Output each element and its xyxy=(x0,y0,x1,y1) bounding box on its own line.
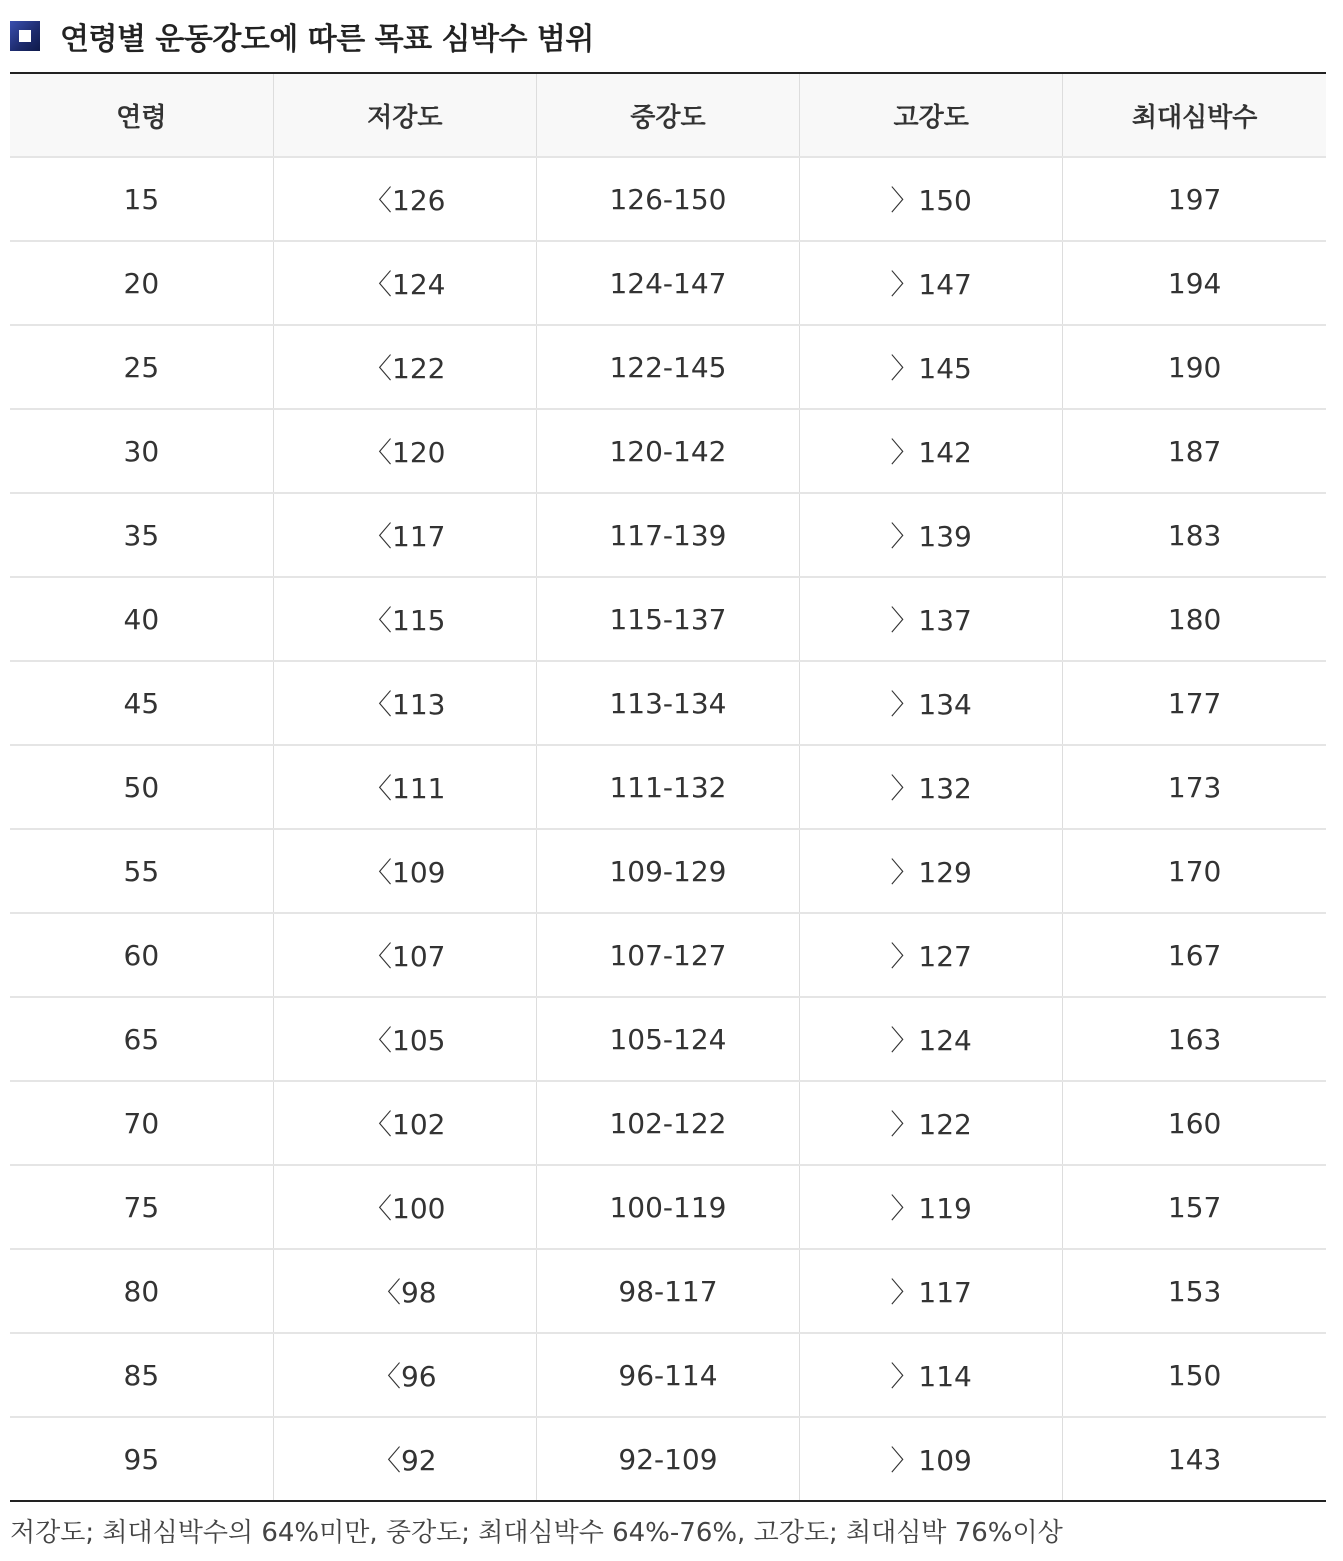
cell-max-heart-rate: 160 xyxy=(1063,1081,1326,1165)
cell-moderate-intensity: 96-114 xyxy=(536,1333,799,1417)
cell-high-intensity: 〉142 xyxy=(800,409,1063,493)
table-row xyxy=(10,1165,1326,1249)
cell-age: 30 xyxy=(10,409,273,493)
cell-high-intensity: 〉119 xyxy=(800,1165,1063,1249)
cell-low-intensity: 〈105 xyxy=(273,997,536,1081)
table-body xyxy=(10,157,1326,1501)
header-low-intensity: 저강도 xyxy=(273,73,536,157)
cell-moderate-intensity: 102-122 xyxy=(536,1081,799,1165)
header-age: 연령 xyxy=(10,73,273,157)
cell-high-intensity: 〉127 xyxy=(800,913,1063,997)
cell-moderate-intensity: 124-147 xyxy=(536,241,799,325)
cell-age: 80 xyxy=(10,1249,273,1333)
cell-high-intensity: 〉145 xyxy=(800,325,1063,409)
cell-high-intensity: 〉109 xyxy=(800,1417,1063,1501)
cell-max-heart-rate: 180 xyxy=(1063,577,1326,661)
cell-low-intensity: 〈107 xyxy=(273,913,536,997)
cell-max-heart-rate: 183 xyxy=(1063,493,1326,577)
section-title xyxy=(10,14,594,58)
cell-age: 40 xyxy=(10,577,273,661)
cell-moderate-intensity: 126-150 xyxy=(536,157,799,241)
cell-moderate-intensity: 98-117 xyxy=(536,1249,799,1333)
cell-moderate-intensity: 117-139 xyxy=(536,493,799,577)
cell-moderate-intensity: 115-137 xyxy=(536,577,799,661)
table-row xyxy=(10,1333,1326,1417)
cell-low-intensity: 〈102 xyxy=(273,1081,536,1165)
cell-low-intensity: 〈98 xyxy=(273,1249,536,1333)
table-header-row xyxy=(10,73,1326,157)
cell-age: 55 xyxy=(10,829,273,913)
cell-max-heart-rate: 157 xyxy=(1063,1165,1326,1249)
cell-max-heart-rate: 197 xyxy=(1063,157,1326,241)
page-title: 연령별 운동강도에 따른 목표 심박수 범위 xyxy=(60,22,594,57)
cell-max-heart-rate: 173 xyxy=(1063,745,1326,829)
header-moderate-intensity: 중강도 xyxy=(536,73,799,157)
cell-age: 95 xyxy=(10,1417,273,1501)
cell-age: 35 xyxy=(10,493,273,577)
cell-low-intensity: 〈111 xyxy=(273,745,536,829)
cell-moderate-intensity: 122-145 xyxy=(536,325,799,409)
cell-high-intensity: 〉150 xyxy=(800,157,1063,241)
table-row xyxy=(10,325,1326,409)
cell-low-intensity: 〈126 xyxy=(273,157,536,241)
cell-high-intensity: 〉117 xyxy=(800,1249,1063,1333)
cell-max-heart-rate: 163 xyxy=(1063,997,1326,1081)
table-row xyxy=(10,1081,1326,1165)
table-row xyxy=(10,493,1326,577)
cell-low-intensity: 〈96 xyxy=(273,1333,536,1417)
cell-age: 75 xyxy=(10,1165,273,1249)
table-row xyxy=(10,829,1326,913)
cell-high-intensity: 〉147 xyxy=(800,241,1063,325)
cell-low-intensity: 〈115 xyxy=(273,577,536,661)
cell-high-intensity: 〉122 xyxy=(800,1081,1063,1165)
cell-low-intensity: 〈120 xyxy=(273,409,536,493)
cell-max-heart-rate: 167 xyxy=(1063,913,1326,997)
header-high-intensity: 고강도 xyxy=(800,73,1063,157)
table-row xyxy=(10,745,1326,829)
cell-low-intensity: 〈109 xyxy=(273,829,536,913)
cell-high-intensity: 〉124 xyxy=(800,997,1063,1081)
cell-age: 20 xyxy=(10,241,273,325)
cell-max-heart-rate: 190 xyxy=(1063,325,1326,409)
cell-age: 45 xyxy=(10,661,273,745)
cell-moderate-intensity: 113-134 xyxy=(536,661,799,745)
cell-high-intensity: 〉137 xyxy=(800,577,1063,661)
table-row xyxy=(10,997,1326,1081)
cell-low-intensity: 〈113 xyxy=(273,661,536,745)
cell-low-intensity: 〈92 xyxy=(273,1417,536,1501)
cell-moderate-intensity: 107-127 xyxy=(536,913,799,997)
cell-age: 85 xyxy=(10,1333,273,1417)
cell-low-intensity: 〈117 xyxy=(273,493,536,577)
cell-age: 15 xyxy=(10,157,273,241)
cell-high-intensity: 〉129 xyxy=(800,829,1063,913)
cell-age: 25 xyxy=(10,325,273,409)
table-row xyxy=(10,577,1326,661)
cell-age: 60 xyxy=(10,913,273,997)
table-row xyxy=(10,1417,1326,1501)
cell-moderate-intensity: 105-124 xyxy=(536,997,799,1081)
table-row xyxy=(10,409,1326,493)
cell-low-intensity: 〈100 xyxy=(273,1165,536,1249)
cell-max-heart-rate: 143 xyxy=(1063,1417,1326,1501)
cell-high-intensity: 〉132 xyxy=(800,745,1063,829)
cell-max-heart-rate: 177 xyxy=(1063,661,1326,745)
cell-low-intensity: 〈122 xyxy=(273,325,536,409)
cell-moderate-intensity: 109-129 xyxy=(536,829,799,913)
footnote: 저강도; 최대심박수의 64%미만, 중강도; 최대심박수 64%-76%, 고강도; 최대심박 76%이상 xyxy=(10,1518,1063,1548)
table-row xyxy=(10,913,1326,997)
table-row xyxy=(10,1249,1326,1333)
table-row xyxy=(10,241,1326,325)
cell-max-heart-rate: 194 xyxy=(1063,241,1326,325)
cell-moderate-intensity: 111-132 xyxy=(536,745,799,829)
cell-moderate-intensity: 120-142 xyxy=(536,409,799,493)
square-bullet-icon xyxy=(10,21,40,51)
cell-max-heart-rate: 150 xyxy=(1063,1333,1326,1417)
cell-age: 50 xyxy=(10,745,273,829)
cell-moderate-intensity: 100-119 xyxy=(536,1165,799,1249)
cell-low-intensity: 〈124 xyxy=(273,241,536,325)
table-row xyxy=(10,661,1326,745)
cell-age: 70 xyxy=(10,1081,273,1165)
heart-rate-table xyxy=(10,72,1326,1502)
cell-max-heart-rate: 170 xyxy=(1063,829,1326,913)
cell-high-intensity: 〉114 xyxy=(800,1333,1063,1417)
cell-moderate-intensity: 92-109 xyxy=(536,1417,799,1501)
cell-max-heart-rate: 153 xyxy=(1063,1249,1326,1333)
cell-high-intensity: 〉134 xyxy=(800,661,1063,745)
table-row xyxy=(10,157,1326,241)
cell-max-heart-rate: 187 xyxy=(1063,409,1326,493)
cell-age: 65 xyxy=(10,997,273,1081)
cell-high-intensity: 〉139 xyxy=(800,493,1063,577)
header-max-heart-rate: 최대심박수 xyxy=(1063,73,1326,157)
